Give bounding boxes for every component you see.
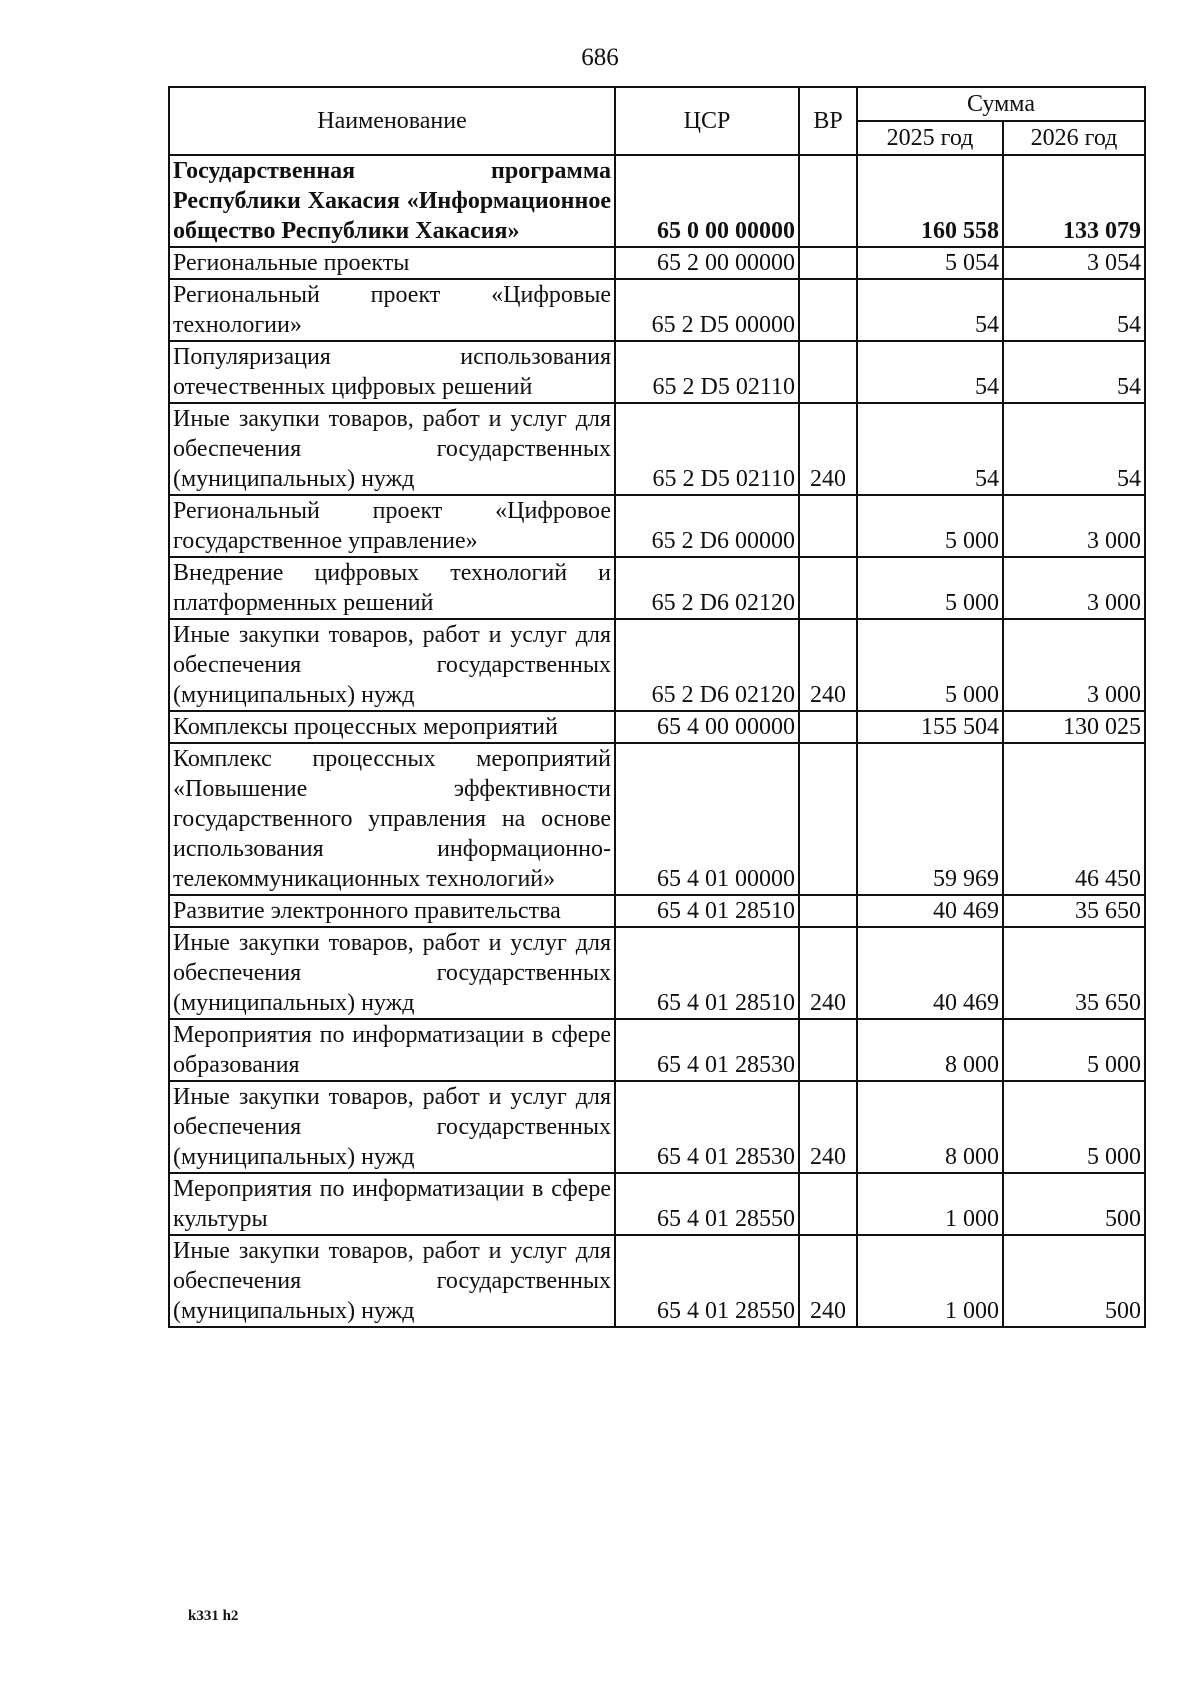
row-sum-2026: 54 (1003, 403, 1145, 495)
row-sum-2026: 46 450 (1003, 743, 1145, 895)
row-sum-2025: 5 000 (857, 495, 1003, 557)
row-name: Развитие электронного правительства (169, 895, 615, 927)
table-row (169, 1081, 1145, 1173)
row-csr: 65 2 D6 02120 (615, 557, 799, 619)
row-name: Государственная программа Республики Хакасия «Информационное общество Республики Хакасия» (169, 155, 615, 247)
table-row (169, 619, 1145, 711)
row-csr: 65 4 01 28530 (615, 1081, 799, 1173)
row-sum-2025: 40 469 (857, 895, 1003, 927)
row-csr: 65 2 D5 02110 (615, 341, 799, 403)
footer-code: k331 h2 (188, 1608, 239, 1624)
row-csr: 65 2 00 00000 (615, 247, 799, 279)
row-vr: 240 (799, 619, 857, 711)
row-sum-2025: 8 000 (857, 1019, 1003, 1081)
row-sum-2026: 130 025 (1003, 711, 1145, 743)
row-name: Региональный проект «Цифровые технологии» (169, 279, 615, 341)
row-sum-2026: 500 (1003, 1173, 1145, 1235)
row-csr: 65 4 01 28550 (615, 1235, 799, 1327)
row-csr: 65 2 D5 00000 (615, 279, 799, 341)
row-vr: 240 (799, 1235, 857, 1327)
header-year-2026: 2026 год (1003, 121, 1145, 155)
row-sum-2026: 5 000 (1003, 1019, 1145, 1081)
row-sum-2025: 5 000 (857, 557, 1003, 619)
row-sum-2026: 5 000 (1003, 1081, 1145, 1173)
row-vr: 240 (799, 927, 857, 1019)
row-sum-2025: 1 000 (857, 1173, 1003, 1235)
row-name: Региональный проект «Цифровое государственное управление» (169, 495, 615, 557)
row-sum-2026: 35 650 (1003, 927, 1145, 1019)
row-name: Иные закупки товаров, работ и услуг для обеспечения государственных (муниципальных) нужд (169, 619, 615, 711)
header-csr: ЦСР (615, 87, 799, 155)
table-row (169, 155, 1145, 247)
row-sum-2026: 3 000 (1003, 619, 1145, 711)
row-sum-2026: 35 650 (1003, 895, 1145, 927)
table-row (169, 1019, 1145, 1081)
row-name: Иные закупки товаров, работ и услуг для обеспечения государственных (муниципальных) нужд (169, 927, 615, 1019)
row-csr: 65 2 D5 02110 (615, 403, 799, 495)
row-name: Иные закупки товаров, работ и услуг для обеспечения государственных (муниципальных) нужд (169, 403, 615, 495)
header-year-2025: 2025 год (857, 121, 1003, 155)
row-name: Комплекс процессных мероприятий «Повышение эффективности государственного управления на основе использования информационно-телекоммуникационных технологий» (169, 743, 615, 895)
row-sum-2025: 54 (857, 341, 1003, 403)
header-vr: ВР (799, 87, 857, 155)
row-sum-2026: 3 054 (1003, 247, 1145, 279)
row-name: Региональные проекты (169, 247, 615, 279)
row-sum-2026: 133 079 (1003, 155, 1145, 247)
row-vr (799, 743, 857, 895)
row-csr: 65 4 01 00000 (615, 743, 799, 895)
row-vr: 240 (799, 403, 857, 495)
row-name: Иные закупки товаров, работ и услуг для обеспечения государственных (муниципальных) нужд (169, 1081, 615, 1173)
row-vr (799, 155, 857, 247)
row-sum-2025: 54 (857, 403, 1003, 495)
row-vr (799, 341, 857, 403)
row-sum-2026: 54 (1003, 279, 1145, 341)
row-name: Мероприятия по информатизации в сфере культуры (169, 1173, 615, 1235)
table-row (169, 403, 1145, 495)
row-sum-2025: 5 054 (857, 247, 1003, 279)
row-name: Внедрение цифровых технологий и платформенных решений (169, 557, 615, 619)
header-name: Наименование (169, 87, 615, 155)
header-row (169, 87, 1145, 121)
row-csr: 65 4 01 28550 (615, 1173, 799, 1235)
row-sum-2026: 54 (1003, 341, 1145, 403)
table-row (169, 1173, 1145, 1235)
table-row (169, 927, 1145, 1019)
row-sum-2025: 40 469 (857, 927, 1003, 1019)
table-row (169, 247, 1145, 279)
row-name: Мероприятия по информатизации в сфере образования (169, 1019, 615, 1081)
row-csr: 65 2 D6 00000 (615, 495, 799, 557)
header-sum: Сумма (857, 87, 1145, 121)
row-name: Популяризация использования отечественных цифровых решений (169, 341, 615, 403)
row-vr (799, 557, 857, 619)
row-sum-2025: 59 969 (857, 743, 1003, 895)
row-sum-2025: 155 504 (857, 711, 1003, 743)
row-vr: 240 (799, 1081, 857, 1173)
row-vr (799, 895, 857, 927)
table-row (169, 557, 1145, 619)
row-sum-2025: 5 000 (857, 619, 1003, 711)
row-sum-2025: 160 558 (857, 155, 1003, 247)
row-csr: 65 4 01 28510 (615, 927, 799, 1019)
row-sum-2025: 1 000 (857, 1235, 1003, 1327)
row-vr (799, 1019, 857, 1081)
row-csr: 65 4 01 28530 (615, 1019, 799, 1081)
row-csr: 65 0 00 00000 (615, 155, 799, 247)
table-row (169, 895, 1145, 927)
row-name: Иные закупки товаров, работ и услуг для обеспечения государственных (муниципальных) нужд (169, 1235, 615, 1327)
row-csr: 65 2 D6 02120 (615, 619, 799, 711)
row-sum-2025: 8 000 (857, 1081, 1003, 1173)
table-body (169, 155, 1145, 1327)
table-header (169, 87, 1145, 155)
row-vr (799, 1173, 857, 1235)
budget-table (168, 86, 1146, 1328)
page-number: 686 (581, 44, 619, 71)
row-name: Комплексы процессных мероприятий (169, 711, 615, 743)
row-vr (799, 279, 857, 341)
row-sum-2026: 500 (1003, 1235, 1145, 1327)
table-row (169, 279, 1145, 341)
row-sum-2025: 54 (857, 279, 1003, 341)
row-sum-2026: 3 000 (1003, 495, 1145, 557)
row-vr (799, 711, 857, 743)
row-sum-2026: 3 000 (1003, 557, 1145, 619)
table-row (169, 711, 1145, 743)
row-csr: 65 4 01 28510 (615, 895, 799, 927)
table-row (169, 743, 1145, 895)
row-vr (799, 495, 857, 557)
table-row (169, 495, 1145, 557)
row-csr: 65 4 00 00000 (615, 711, 799, 743)
row-vr (799, 247, 857, 279)
table-row (169, 1235, 1145, 1327)
table-row (169, 341, 1145, 403)
